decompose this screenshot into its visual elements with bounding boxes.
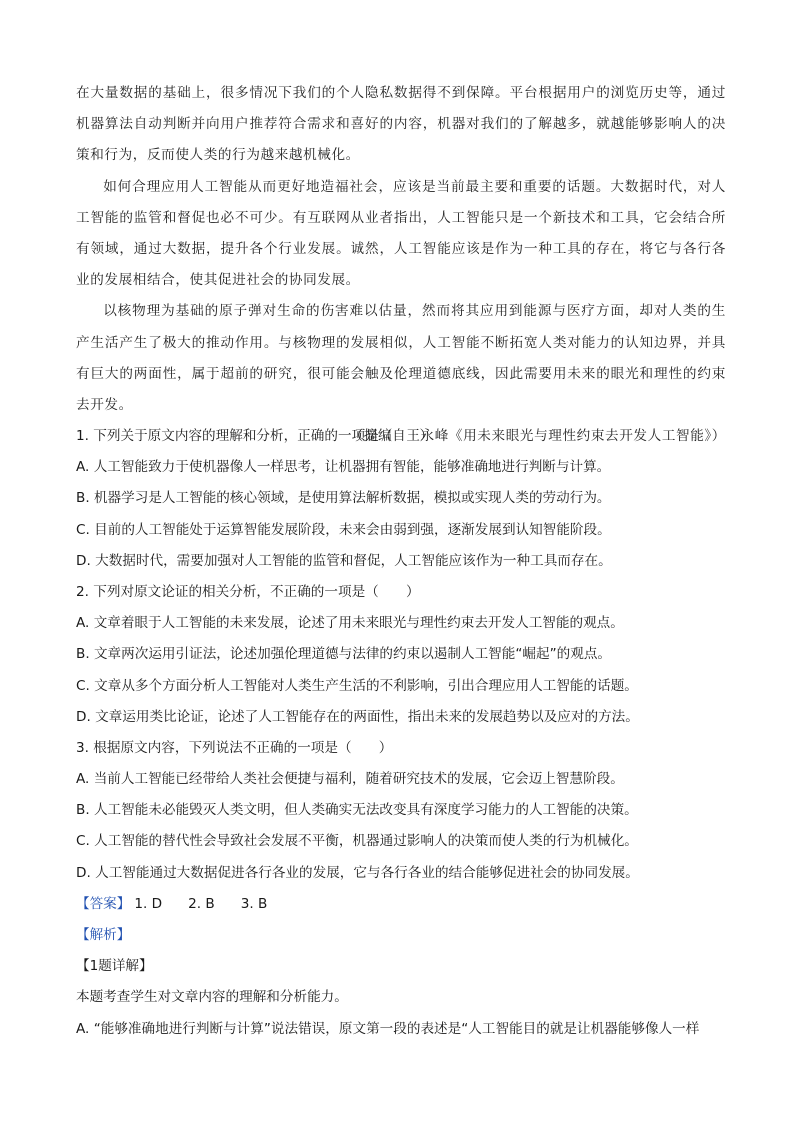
passage-paragraph-1: 在大量数据的基础上，很多情况下我们的个人隐私数据得不到保障。平台根据用户的浏览历史等，通过机器算法自动判断并向用户推荐符合需求和喜好的内容，机器对我们的了解越多，就越能够影响人的决策和行为，反而使人类的行为越来越机械化。 xyxy=(76,85,726,164)
reading-passage xyxy=(76,78,726,452)
question-3-stem: 3. 根据原文内容，下列说法不正确的一项是（ ） xyxy=(76,739,393,756)
question-2-option-a: A. 文章着眼于人工智能的未来发展，论述了用未来眼光与理性约束去开发人工智能的观点。 xyxy=(76,615,624,632)
question-3-option-c: C. 人工智能的替代性会导致社会发展不平衡，机器通过影响人的决策而使人类的行为机械化。 xyxy=(76,833,638,850)
answer-value-2: 2. B xyxy=(188,895,215,912)
answer-value-1: 1. D xyxy=(134,895,163,912)
question-3-option-a: A. 当前人工智能已经带给人类社会便捷与福利，随着研究技术的发展，它会迈上智慧阶段。 xyxy=(76,771,624,788)
question-1-option-d: D. 大数据时代，需要加强对人工智能的监管和督促，人工智能应该作为一种工具而存在。 xyxy=(76,552,612,569)
question-2-option-c: C. 文章从多个方面分析人工智能对人类生产生活的不利影响，引出合理应用人工智能的话题。 xyxy=(76,677,638,694)
question-3-option-d: D. 人工智能通过大数据促进各行各业的发展，它与各行各业的结合能够促进社会的协同发展。 xyxy=(76,864,639,881)
analysis-detail-tag: 【1题详解】 xyxy=(76,958,153,975)
question-1-option-a: A. 人工智能致力于使机器像人一样思考，让机器拥有智能，能够准确地进行判断与计算。 xyxy=(76,459,611,476)
analysis-line-1: 本题考查学生对文章内容的理解和分析能力。 xyxy=(76,989,348,1006)
analysis-tag: 【解析】 xyxy=(76,927,131,943)
passage-source: （摘编自王永峰《用未来眼光与理性约束去开发人工智能》） xyxy=(349,428,726,445)
question-2-stem: 2. 下列对原文论证的相关分析，不正确的一项是（ ） xyxy=(76,583,420,600)
question-2-option-d: D. 文章运用类比论证，论述了人工智能存在的两面性，指出未来的发展趋势以及应对的方法。 xyxy=(76,708,639,725)
question-1-stem: 1. 下列关于原文内容的理解和分析，正确的一项是（ ） xyxy=(76,428,434,444)
answer-line xyxy=(76,889,736,920)
answer-tag: 【答案】 xyxy=(76,895,131,912)
question-3-option-b: B. 人工智能未必能毁灭人类文明，但人类确实无法改变具有深度学习能力的人工智能的决策。 xyxy=(76,802,638,819)
question-1-option-c: C. 目前的人工智能处于运算智能发展阶段，未来会由弱到强，逐渐发展到认知智能阶段。 xyxy=(76,521,611,538)
answer-value-3: 3. B xyxy=(240,895,268,912)
passage-paragraph-3: 以核物理为基础的原子弹对生命的伤害难以估量，然而将其应用到能源与医疗方面，却对人类的生产生活产生了极大的推动作用。与核物理的发展相似，人工智能不断拓宽人类对能力的认知边界，并具有巨大的两面性，属于超前的研究，很可能会触及伦理道德底线，因此需要用未来的眼光和理性的约束去开发。 xyxy=(76,303,726,414)
question-2-option-b: B. 文章两次运用引证法，论述加强伦理道德与法律的约束以遏制人工智能“崛起”的观点。 xyxy=(76,646,612,663)
passage-paragraph-2: 如何合理应用人工智能从而更好地造福社会，应该是当前最主要和重要的话题。大数据时代，对人工智能的监管和督促也必不可少。有互联网从业者指出，人工智能只是一个新技术和工具，它会结合所有领域，通过大数据，提升各个行业发展。诚然，人工智能应该是作为一种工具的存在，将它与各行各业的发展相结合，使其促进社会的协同发展。 xyxy=(76,178,726,289)
question-section xyxy=(76,421,736,1045)
analysis-line-2: A. “能够准确地进行判断与计算”说法错误，原文第一段的表述是“人工智能目的就是让机器能够像人一样 xyxy=(76,1020,700,1037)
question-1-option-b: B. 机器学习是人工智能的核心领域，是使用算法解析数据，模拟或实现人类的劳动行为。 xyxy=(76,490,611,507)
